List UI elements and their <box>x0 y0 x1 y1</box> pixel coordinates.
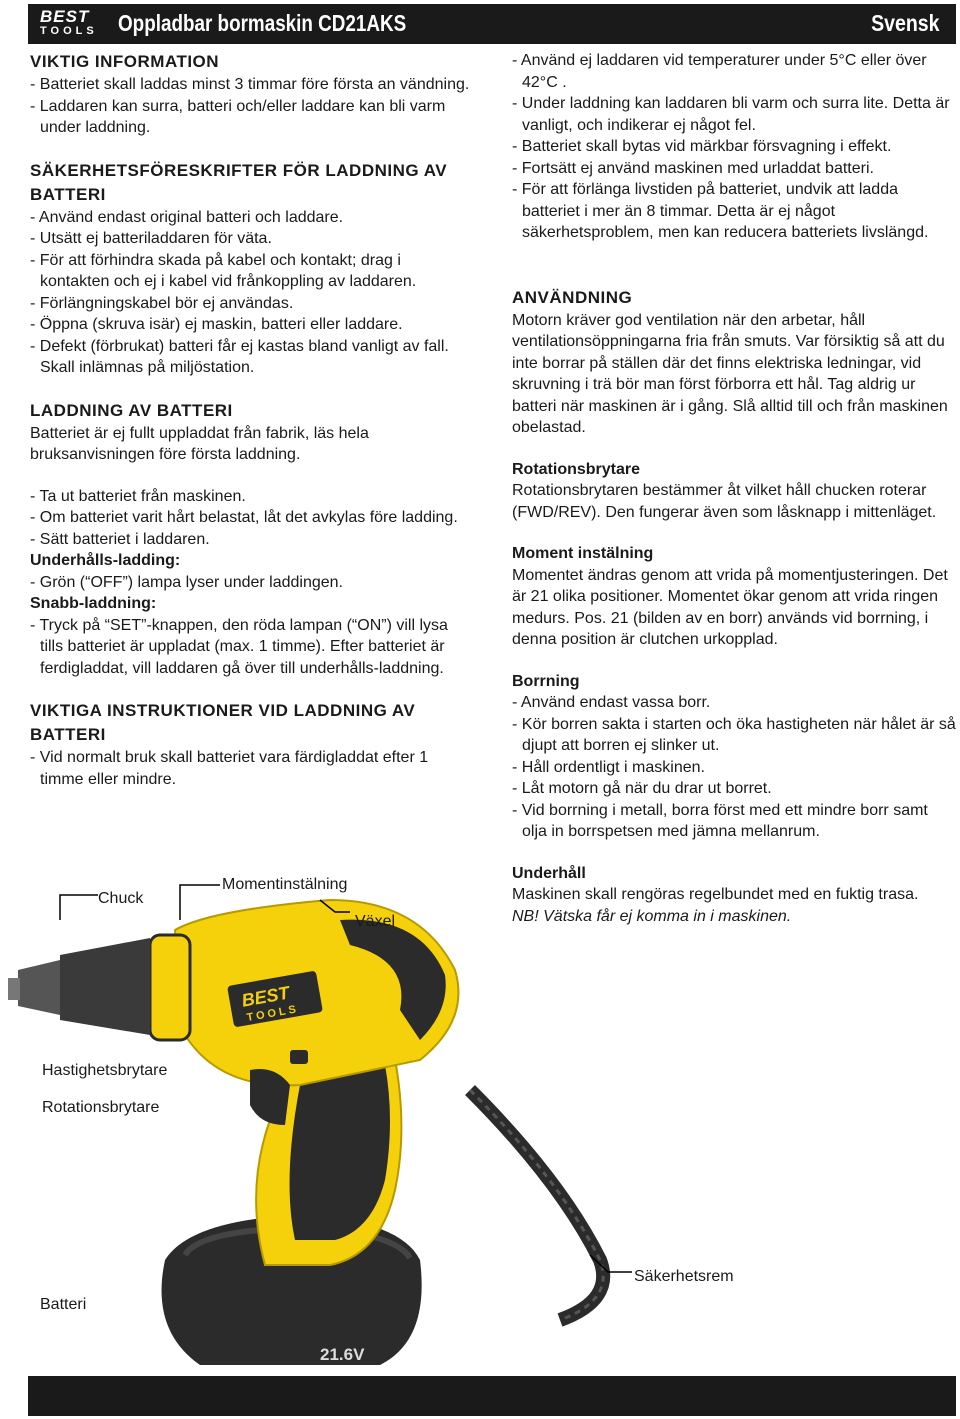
subheading: Snabb-laddning: <box>30 595 157 612</box>
list-item: - Under laddning kan laddaren bli varm och surra lite. Detta är vanligt, och indikerar ej något fel. <box>512 95 950 134</box>
label-sakerhetsrem: Säkerhetsrem <box>634 1268 734 1285</box>
note: NB! Vätska får ej komma in i maskinen. <box>512 907 792 925</box>
rotation-switch <box>290 1050 308 1064</box>
right-column <box>512 50 956 927</box>
subheading: Rotationsbrytare <box>512 460 641 478</box>
paragraph: Rotationsbrytaren bestämmer åt vilket håll chucken roterar (FWD/REV). Den fungerar även som låsknapp i mittenläget. <box>512 482 937 521</box>
chuck <box>60 938 150 1035</box>
paragraph: Motorn kräver god ventilation när den arbetar, håll ventilationsöppningarna fria från smuts. Var försiktig så att du inte borrar på ställen där det finns elektriska ledningar, vid skruvning i trä bör man först förborra ett hål. Tag aldrig ur batteri när maskinen är i gång. Slå alltid till och från maskinen obelastad. <box>512 311 948 436</box>
list-item: - Defekt (förbrukat) batteri får ej kastas bland vanligt av fall. Skall inlämnas på miljöstation. <box>30 337 449 376</box>
label-batteri: Batteri <box>40 1296 87 1313</box>
list-item: - Låt motorn gå när du drar ut borret. <box>512 780 772 797</box>
brand-logo <box>40 8 110 40</box>
section-heading: SÄKERHETSFÖRESKRIFTER FÖR LADDNING AV BATTERI <box>30 160 448 204</box>
label-hastighetsbrytare: Hastighetsbrytare <box>42 1062 168 1079</box>
subheading: Underhålls-ladding: <box>30 552 181 569</box>
section-heading: ANVÄNDNING <box>512 287 633 307</box>
label-moment: Momentinstälning <box>222 876 348 893</box>
battery-voltage: 21.6V <box>320 1345 365 1364</box>
header-bar <box>28 4 956 44</box>
list-item: - Vid normalt bruk skall batteriet vara färdigladdat efter 1 timme eller mindre. <box>30 749 429 788</box>
section-heading: VIKTIG INFORMATION <box>30 52 220 71</box>
label-vaxel: Växel <box>355 913 396 930</box>
safety-strap <box>470 1090 603 1320</box>
subheading: Borrning <box>512 672 580 690</box>
logo-line1: BEST <box>40 7 90 26</box>
list-item: - Öppna (skruva isär) ej maskin, batteri eller laddare. <box>30 316 403 333</box>
list-item: - Använd endast vassa borr. <box>512 694 711 711</box>
document-title: Oppladbar bormaskin CD21AKS <box>118 10 407 36</box>
label-chuck: Chuck <box>98 890 144 907</box>
list-item: - Batteriet skall bytas vid märkbar försvagning i effekt. <box>512 138 892 155</box>
subheading: Moment instälning <box>512 545 654 562</box>
list-item: - Vid borrning i metall, borra först med ett mindre borr samt olja in borrspetsen med jämna mellanrum. <box>512 801 928 840</box>
section-heading: VIKTIGA INSTRUKTIONER VID LADDNING AV BATTERI <box>30 701 416 744</box>
footer-bar <box>28 1376 956 1416</box>
list-item: - Ta ut batteriet från maskinen. <box>30 487 246 505</box>
list-item: - Förlängningskabel bör ej användas. <box>30 294 294 312</box>
paragraph: Momentet ändras genom att vrida på momentjusteringen. Det är 21 olika positioner. Momentet ökar genom att vrida ringen medurs. Pos. 21 (bilden av en borr) används vid borrning, i denna position är clutchen urkopplad. <box>512 566 948 648</box>
list-item: - Använd ej laddaren vid temperaturer under 5°C eller över 42°C . <box>512 52 927 91</box>
paragraph: Maskinen skall rengöras regelbundet med en fuktig trasa. <box>512 886 919 903</box>
list-item: - För att förlänga livstiden på batteriet, undvik att ladda batteriet i mer än 8 timmar. Detta är ej något säkerhetsproblem, men kan reducera batteriets livslängd. <box>512 181 929 241</box>
section-heading: LADDNING AV BATTERI <box>30 400 233 420</box>
language-label: Svensk <box>871 10 940 36</box>
list-item: - Grön (“OFF”) lampa lyser under laddingen. <box>30 573 343 591</box>
list-item: - Laddaren kan surra, batteri och/eller laddare kan bli varm under laddning. <box>30 97 446 136</box>
logo-line2: TOOLS <box>40 25 98 37</box>
list-item: - Kör borren sakta i starten och öka hastigheten när hålet är så djupt att borren ej slinker ut. <box>512 715 956 754</box>
torque-ring <box>150 935 190 1040</box>
drill-illustration <box>0 860 960 1375</box>
list-item: - Använd endast original batteri och laddare. <box>30 208 344 226</box>
list-item: - Fortsätt ej använd maskinen med urladdat batteri. <box>512 159 874 177</box>
subheading: Underhåll <box>512 864 586 882</box>
left-column <box>30 50 470 790</box>
list-item: - Sätt batteriet i laddaren. <box>30 530 210 548</box>
list-item: - Tryck på “SET”-knappen, den röda lampan (“ON”) vill lysa tills batteriet är uppladat (max. 1 timme). Efter batteriet är ferdigladdat, vill laddaren gå över till underhålls-laddning. <box>30 616 448 677</box>
label-rotationsbrytare: Rotationsbrytare <box>42 1099 160 1116</box>
list-item: - Håll ordentligt i maskinen. <box>512 758 705 776</box>
list-item: - För att förhindra skada på kabel och kontakt; drag i kontakten och ej i kabel vid frånkoppling av laddaren. <box>30 251 417 290</box>
drill-logo-text2: TOOLS <box>245 1003 300 1025</box>
paragraph: Batteriet är ej fullt uppladdat från fabrik, läs hela bruksanvisningen före första laddning. <box>30 424 369 463</box>
drill-logo-text1: BEST <box>240 982 291 1011</box>
list-item: - Utsätt ej batteriladdaren för väta. <box>30 230 272 247</box>
list-item: - Om batteriet varit hårt belastat, låt det avkylas före ladding. <box>30 509 458 526</box>
list-item: - Batteriet skall laddas minst 3 timmar före första an vändning. <box>30 76 470 93</box>
